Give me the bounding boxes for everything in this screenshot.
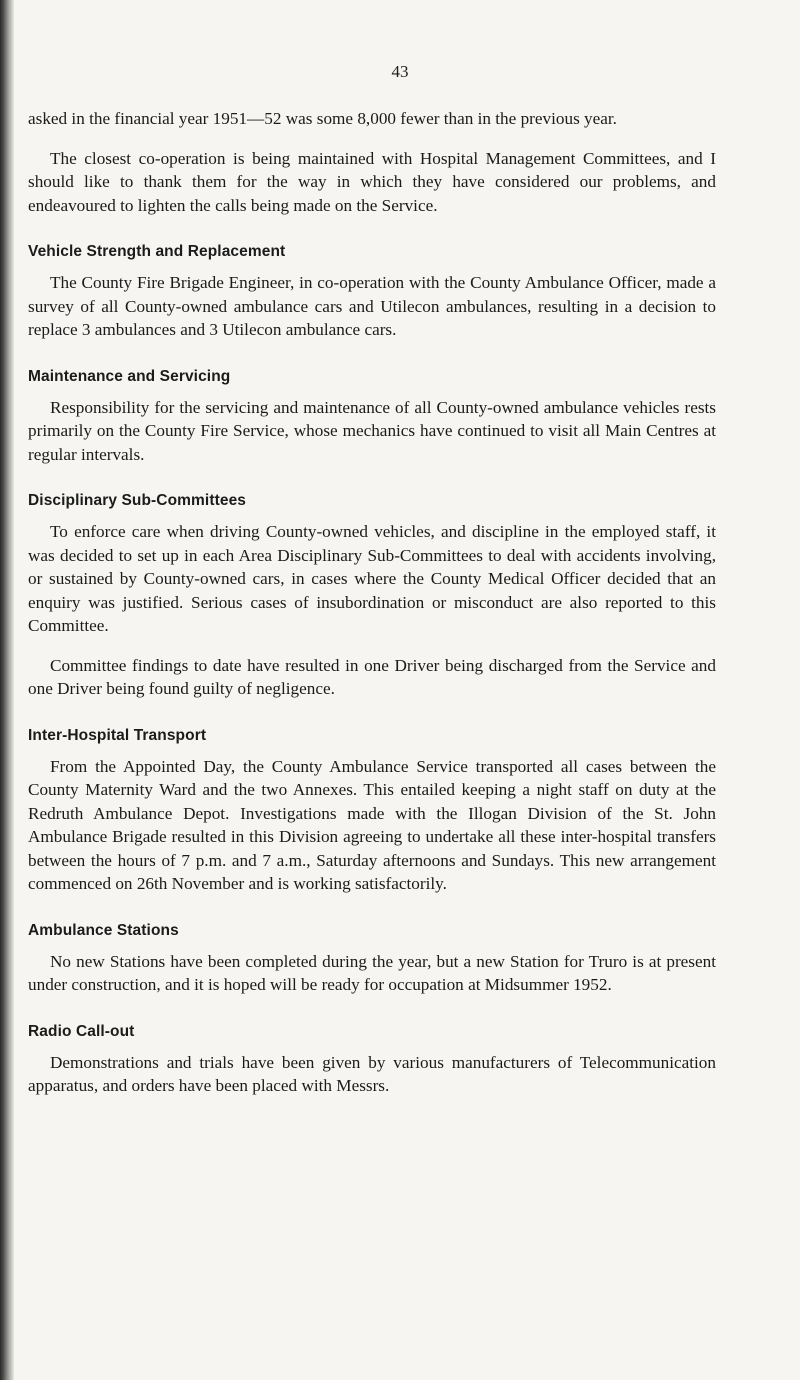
section-paragraph: Responsibility for the servicing and maintenance of all County-owned ambulance vehicles rests primarily on the County Fire Service, whose mechanics have continued to visit all Main Centres at regular intervals. — [28, 397, 716, 464]
section-vehicle-strength — [28, 241, 716, 342]
section-heading: Inter-Hospital Transport — [28, 726, 207, 744]
section-radio-call-out — [28, 1021, 716, 1098]
page-number: 43 — [391, 62, 409, 81]
intro-paragraph-cooperation: The closest co-operation is being maintained with Hospital Management Committees, and I should like to thank them for the way in which they have considered our problems, and endeavoured to lighten the calls being made on the Service. — [28, 148, 716, 215]
section-heading: Maintenance and Servicing — [28, 367, 231, 385]
section-heading: Ambulance Stations — [28, 921, 179, 939]
section-ambulance-stations — [28, 920, 716, 997]
section-inter-hospital-transport — [28, 725, 716, 896]
section-paragraph: Committee findings to date have resulted in one Driver being discharged from the Service and one Driver being found guilty of negligence. — [28, 655, 716, 698]
section-disciplinary-sub-committees — [28, 490, 716, 701]
page-binding-edge — [0, 0, 14, 1380]
section-heading: Radio Call-out — [28, 1022, 135, 1040]
section-paragraph: To enforce care when driving County-owned vehicles, and discipline in the employed staff, it was decided to set up in each Area Disciplinary Sub-Committees to deal with accidents involving, or sustained by County-owned cars, in cases where the County Medical Officer decided that an enquiry was justified. Serious cases of insubordination or misconduct are also reported to this Committee. — [28, 522, 716, 635]
section-maintenance-servicing — [28, 366, 716, 467]
section-heading: Vehicle Strength and Replacement — [28, 243, 286, 260]
intro-paragraph-continued: asked in the financial year 1951—52 was some 8,000 fewer than in the previous year. — [28, 109, 617, 128]
section-paragraph: From the Appointed Day, the County Ambulance Service transported all cases between the County Maternity Ward and the two Annexes. This entailed keeping a night staff on duty at the Redruth Ambulance Depot. Investigations made with the Illogan Division of the St. John Ambulance Brigade resulted in this Division agreeing to undertake all these inter-hospital transfers between the hours of 7 p.m. and 7 a.m., Saturday afternoons and Sundays. This new arrangement commenced on 26th November and is working satisfactorily. — [28, 756, 716, 893]
section-paragraph: No new Stations have been completed during the year, but a new Station for Truro is at present under construction, and it is hoped will be ready for occupation at Midsummer 1952. — [28, 951, 716, 994]
section-paragraph: Demonstrations and trials have been given by various manufacturers of Telecommunication apparatus, and orders have been placed with Messrs. — [28, 1052, 716, 1095]
section-heading: Disciplinary Sub-Committees — [28, 492, 247, 509]
page-body — [28, 107, 716, 1098]
section-paragraph: The County Fire Brigade Engineer, in co-operation with the County Ambulance Officer, made a survey of all County-owned ambulance cars and Utilecon ambulances, resulting in a decision to replace 3 ambulances and 3 Utilecon ambulance cars. — [28, 273, 716, 339]
